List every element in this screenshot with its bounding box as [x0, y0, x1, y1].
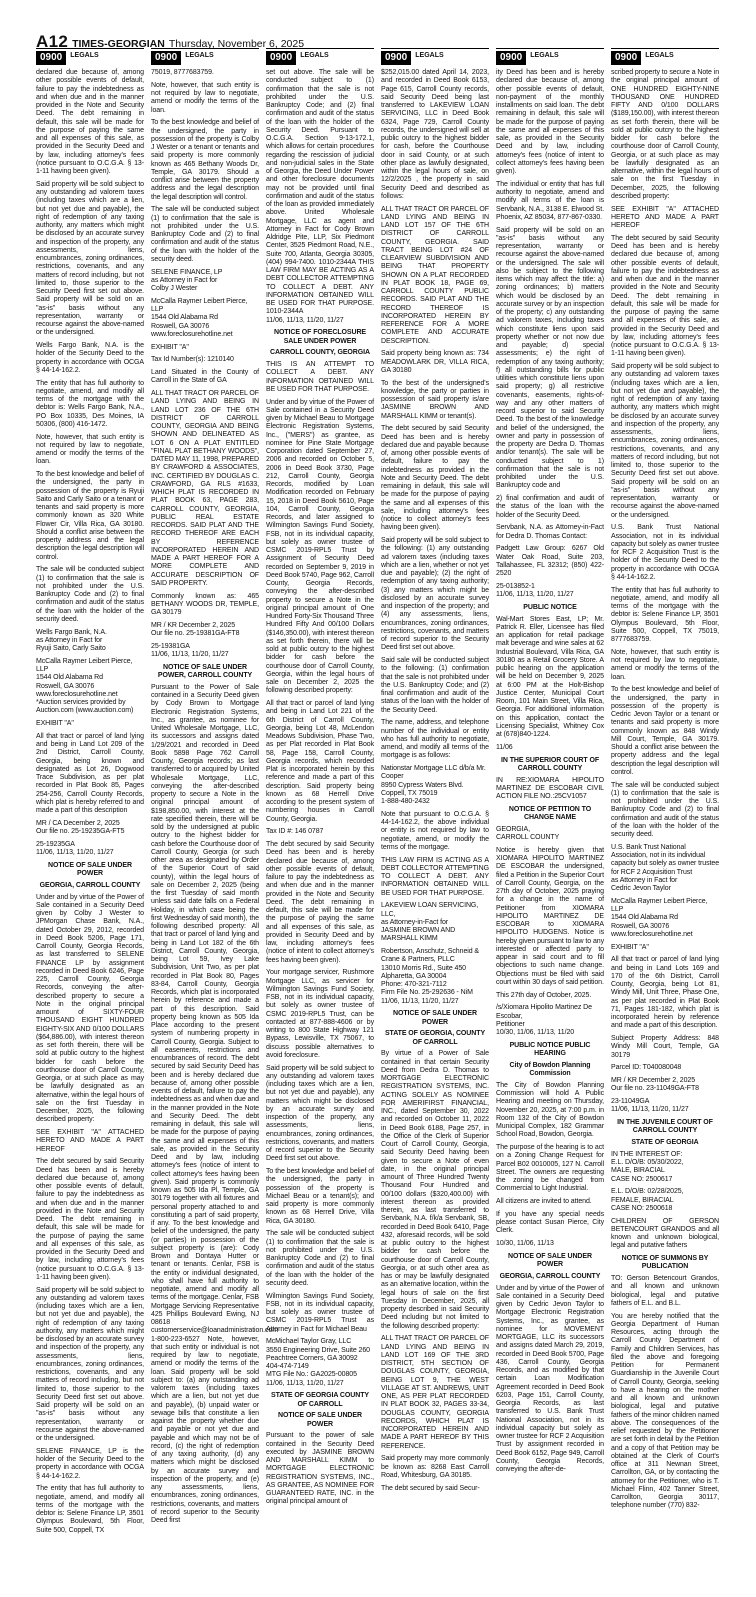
notice-paragraph: The purpose of the hearing is to act on a Zoning Change Request for Parcel B02 0010005, 127 N. Carroll Street. The owners are requesting the zoning be changed from Commercial to Light Industrial.: [496, 1144, 604, 1193]
notice-paragraph: You are hereby notified that the Georgia Department of Human Resources, acting through the Carroll County Department of Family and Children Services, has filed the above and foregoing Petition for Permanent Guardianship in the Juvenile Court of Carroll County, Georgia, seeking to have a hearing on the mother and all known and unknown biological, legal and putative fathers of the minor children named above. The consequences of the relief requested by the Petitioner are set forth in detail by the Petition and a copy of that Petition may be obtained at the Clerk of Court's office at 311 Newnan Street, Carrollton, GA, or by contacting the attorney for the Petitioner, who is T. Michael Flinn, 402 Tanner Street, Carrollton, Georgia 30117, telephone number (770) 832-: [611, 1312, 719, 1510]
notice-heading: NOTICE OF FORECLOSURE SALE UNDER POWER: [273, 329, 367, 345]
section-code: 0900: [151, 51, 181, 65]
notice-paragraph: Note, however, that such entity is not required by law to negotiate, amend or modify the terms of the loan.: [611, 648, 719, 681]
notice-paragraph: The sale will be conducted subject (1) to confirmation that the sale is not prohibited under the U.S. Bankruptcy Code and (2) to final confirmation and audit of the status of the loan with the holder of the security deed.: [151, 206, 259, 263]
notice-heading: NOTICE OF SALE UNDER POWER: [48, 861, 132, 877]
notice-paragraph: Servbank, N.A. as Attorney-in-Fact for Dedra D. Thomas Contact:: [496, 524, 604, 540]
notice-paragraph: Said property will be sold subject to the following: (1) any outstanding ad valorem taxes (including taxes which are a lien, whether or not yet due and payable); (2) the right of redemption of any taxing authority; (3) any matters which might be disclosed by an accurate survey and inspection of the property; and (4) any assessments, liens, encumbrances, zoning ordinances, restrictions, covenants, and matters of record superior to the Security Deed first set out above.: [381, 537, 489, 652]
notice-paragraph: Said property may more commonly be known as: 8268 East Carroll Road, Whitesburg, GA 30185.: [381, 1455, 489, 1479]
notice-paragraph: Tax ID #: 146 0787: [266, 828, 324, 836]
notice-paragraph: All that tract or parcel of land lying and being in Land Lots 169 and 170 of the 6th District, Carroll County, Georgia, being Lot 81, Windy Mill, Unit Three, Phase One, as per plat recorded in Plat Book 71, Pages 181-182, which plat is incorporated herein by reference and made a part of this description.: [611, 956, 719, 1030]
notice-paragraph: THIS LAW FIRM IS ACTING AS A DEBT COLLECTOR ATTEMPTING TO COLLECT A DEBT. ANY INFORMATION OBTAINED WILL BE USED FOR THAT PURPOSE.: [381, 856, 489, 897]
section-header: [151, 48, 259, 65]
notice-heading: STATE OF GEORGIA: [631, 1139, 699, 1146]
notice-paragraph: Land Situated in the County of Carroll in the State of GA: [151, 369, 259, 385]
notice-signature: McMichael Taylor Gray, LLC 3550 Engineering Drive, Suite 260 Peachtree Corners, GA 30092 404-474-7149 MTG File No.: GA2025-00805 11/06, 11/13, 11/20, 11/27: [266, 1338, 370, 1387]
notice-paragraph: The entity that has full authority to negotiate, amend, and modify all terms of the mortgage with the debtor is: Selene Finance LP, 3501 Olympus Boulevard, 5th Floor, Suite 500, Coppell, TX: [36, 1485, 144, 1534]
notice-paragraph: The debt secured by said Secur-: [381, 1484, 480, 1492]
notice-signature: IN THE INTEREST OF: E.L. D/O/B: 05/30/2022, MALE, BIRACIAL CASE NO: 2500617: [611, 1150, 684, 1183]
notice-paragraph: Under and by virtue of the Power of Sale contained in a Security Deed given by Michael Beau to Mortgage Electronic Registration Systems, Inc., ("MERS") as grantee, as nominee for Pine State Mortgage Corporation dated September 27, 2006 and recorded on October 5, 2006 in Deed Book 3730, Page 212, Carroll County, Georgia Records, modified by Loan Modification recorded on February 15, 2018 in Deed Book 5610, Page 104, Carroll County, Georgia Records, and later assigned to Wilmington Savings Fund Society, FSB, not in its individual capacity, but solely as owner trustee of CSMC 2019-RPL5 Trust by Assignment of Security Deed recorded on September 9, 2019 in Deed Book 5740, Page 962, Carroll County, Georgia Records, conveying the after-described property to secure a Note in the original principal amount of One Hundred Forty-Six Thousand Three Hundred Fifty And 00/100 Dollars ($146,350.00), with interest thereon as set forth therein, there will be sold at public outcry to the highest bidder for cash before the courthouse door of Carroll County, Georgia, within the legal hours of sale on December 2, 2025 the following described property:: [266, 398, 374, 695]
notice-signature: McCalla Raymer Leibert Pierce, LLP 1544 Old Alabama Rd Roswell, GA 30076 www.foreclosurehotline.net: [151, 297, 248, 338]
notice-signature: Nationstar Mortgage LLC d/b/a Mr. Cooper 8950 Cypress Waters Blvd. Coppell, TX 75019 1-888-480-2432: [381, 765, 486, 805]
notice-paragraph: Pursuant to the power of sale contained in the Security Deed executed by JASMINE BROWN AND MARSHALL KIMM to MORTGAGE ELECTRONIC REGISTRATION SYSTEMS, INC., AS GRANTEE, AS NOMINEE FOR GUARANTEED RATE, INC. in the original principal amount of: [266, 1432, 374, 1506]
notice-paragraph: The sale will be conducted subject (1) to confirmation that the sale is not prohibited under the U.S. Bankruptcy Code and (2) to final confirmation and audit of the status of the loan with the holder of the security deed.: [611, 781, 719, 838]
notice-heading: CARROLL COUNTY, GEORGIA: [270, 349, 370, 357]
notice-paragraph: 2) final confirmation and audit of the status of the loan with the holder of the Security Deed.: [496, 495, 604, 519]
notice-paragraph: The individual or entity that has full authority to negotiate, amend and modify all terms of the loan is Servbank, N.A., 3138 E. Elwood St. Phoenix, AZ 85034, 877-867-0330.: [496, 180, 604, 221]
notice-signature: 25-19381GA 11/06, 11/13, 11/20, 11/27: [151, 642, 229, 658]
notice-signature: U.S. Bank Trust National Association, not in its individual capacity but solely as owner trustee for RCF 2 Acquisition Trust as Attorney in Fact for Cedric Jevon Taylor: [611, 843, 720, 892]
notice-paragraph: Note, however, that such entity is not required by law to negotiate, amend or modify the terms of the loan.: [151, 81, 259, 114]
notice-paragraph: Note, however, that such entity is not required by law to negotiate, amend or modify the terms of the loan.: [36, 433, 144, 466]
notice-paragraph: Said property being known as: 734 MEADOWLARK DR, VILLA RICA, GA 30180: [381, 350, 489, 374]
notice-heading: NOTICE OF PETITION TO CHANGE NAME: [508, 805, 592, 821]
section-label: LEGALS: [415, 52, 444, 59]
notice-paragraph: SEE EXHIBIT "A" ATTACHED HERETO AND MADE A PART HEREOF: [611, 205, 719, 229]
notice-paragraph: Padgett Law Group: 6267 Old Water Oak Road, Suite 203, Tallahassee, FL 32312; (850) 422-2520: [496, 545, 604, 577]
section-label: LEGALS: [70, 52, 99, 59]
notice-paragraph: To the best knowledge and belief of the undersigned, the party in possession of the property is Cedric Jevon Taylor or a tenant or tenants and said property is more commonly known as 848 Windy Mill Court, Temple, GA 30179. Should a conflict arise between the property address and the legal description the legal description will control.: [611, 686, 719, 776]
notice-paragraph: Wal-Mart Stores East, LP; Mr. Patrick R. Eller, Licensee has filed an application for retail package malt beverage and wine sales at 62 Industrial Boulevard, Villa Rica, GA 30180 as a Retail Grocery Store. A public hearing on the application will be held on December 9, 2025 at 6:00 PM at the Holt-Bishop Justice Center, Municipal Court Room, 101 Main Street, Villa Rica, Georgia. For additional information on this application, contact the Licensing Specialist, Whitney Cox at (678)840-1224.: [496, 615, 604, 738]
notice-paragraph: Commonly known as: 465 BETHANY WOODS DR, TEMPLE, GA 30179: [151, 592, 259, 616]
notice-signature: 10/30, 11/06, 11/13: [496, 1240, 554, 1247]
section-header: [381, 48, 489, 65]
notice-heading: STATE OF GEORGIA, COUNTY OF CARROLL: [384, 1030, 486, 1046]
notice-paragraph: The City of Bowdon Planning Commission will hold A Public Hearing and meeting on Thursday, November 20, 2025, at 7:00 p.m. in Room 132 of the City of Bowdon Municipal Complex, 182 Grammar School Road, Bowdon, Georgia.: [496, 1081, 604, 1139]
notice-paragraph: To the best knowledge and belief of the undersigned, the party in possession of the property is Colby J Wester or a tenant or tenants and said property is more commonly known as 465 Bethany Woods Dr, Temple, GA 30179. Should a conflict arise between the property address and the legal description the legal description will control.: [151, 119, 259, 201]
notice-paragraph: The debt secured by said Security Deed has been and is hereby declared due and payable because of, among other possible events of default, failure to pay the indebtedness as provided in the Note and Security Deed. The debt remaining in default, this sale will be made for the purpose of paying the same and all expenses of this sale, including attorney's fees (notice to collect attorney's fees having been given).: [381, 425, 489, 532]
notice-paragraph: THIS IS AN ATTEMPT TO COLLECT A DEBT. ANY INFORMATION OBTAINED WILL BE USED FOR THAT PURPOSE.: [266, 361, 374, 393]
notice-paragraph: The name, address, and telephone number of the individual or entity who has full authority to negotiate, amend, and modify all terms of the mortgage is as follows:: [381, 719, 489, 760]
legal-column: [611, 48, 719, 1515]
notice-signature: E.L. D/O/B: 02/28/2025, FEMALE, BIRACIAL CASE NO: 2500618: [611, 1188, 684, 1212]
section-code: 0900: [496, 51, 526, 65]
notice-signature: EXHIBIT "A": [611, 943, 649, 951]
notice-paragraph: The sale will be conducted subject (1) to confirmation that the sale is not prohibited under the U.S. Bankruptcy Code and (2) to final confirmation and audit of the status of the loan with the holder of the security deed.: [266, 1230, 374, 1287]
section-header: [266, 48, 374, 65]
notice-paragraph: ity Deed has been and is hereby declared due because of, among other possible events of default, non-payment of the monthly installments on said loan. The debt remaining in default, this sale will be made for the purpose of paying the same and all expenses of this sale, as provided in the Security Deed and by law, including attorney's fees (notice of intent to collect attorney's fees having been given).: [496, 69, 604, 175]
notice-paragraph: scribed property to secure a Note in the original principal amount of ONE HUNDRED EIGHTY-NINE THOUSAND ONE HUNDRED FIFTY AND 0/100 DOLLARS ($189,150.00), with interest thereon as set forth therein, there will be sold at public outcry to the highest bidder for cash before the courthouse door of Carroll County, Georgia, or at such place as may be lawfully designated as an alternative, within the legal hours of sale on the first Tuesday in December, 2025, the following described property:: [611, 69, 720, 200]
notice-heading: PUBLIC NOTICE: [523, 603, 577, 611]
legal-column: [151, 48, 279, 1530]
notice-paragraph: Said property will be sold subject to any outstanding ad valorem taxes (including taxes which are a lien, but not yet due and payable), the right of redemption of any taxing authority, any matters which might be disclosed by an accurate survey and inspection of the property, any assessments, liens, encumbrances, zoning ordinances, restrictions, covenants, and any matters of record including, but not limited to, those superior to the Security Deed first set out above. Said property will be sold on an "as-is" basis without any representation, warranty or recourse against the above-named or the undersigned.: [36, 180, 144, 337]
notice-paragraph: This 27th day of October, 2025.: [496, 991, 592, 999]
notice-paragraph: The debt secured by said Security Deed has been and is hereby declared due because of, among other possible events of default, failure to pay the indebtedness as and when due and in the manner provided in the Note and Security Deed. The debt remaining in default, this sale will be made for the purpose of paying the same and all expenses of this sale, as provided in the Security Deed and by law, including attorney's fees (notice pursuant to O.C.G.A. § 13-1-11 having been given).: [611, 234, 719, 358]
notice-signature: McCalla Raymer Leibert Pierce, LLP 1544 Old Alabama Rd Roswell, GA 30076 www.foreclosurehotline.net *Auction services provided by Auction.com (www.auction.com): [36, 657, 134, 715]
legal-column: [496, 48, 604, 1479]
notice-paragraph: ALL THAT TRACT OR PARCEL OF LAND LYING AND BEING IN LAND LOT 169 OF THE 3RD DISTRICT, 5TH SECTION OF DOUGLAS COUNTY, GEORGIA, BEING LOT 9, THE WEST VILLAGE AT ST. ANDREWS, UNIT ONE, AS PER PLAT RECORDED IN PLAT BOOK 32, PAGES 33-34, DOUGLAS COUNTY, GEORGIA RECORDS, WHICH PLAT IS INCORPORATED HEREIN AND MADE A PART HEREOF BY THIS REFERENCE.: [381, 1335, 489, 1450]
notice-signature: LAKEVIEW LOAN SERVICING, LLC, as Attorney-in-Fact for JASMINE BROWN AND MARSHALL KIMM: [381, 902, 479, 943]
notice-paragraph: The entity that has full authority to negotiate, amend, and modify all terms of the mortgage with the debtor is: Selene Finance LP, 3501 Olympus Boulevard, 5th Floor, Suite 500, Coppell, TX 75019, 8777683759.: [611, 586, 719, 643]
notice-paragraph: Wells Fargo Bank, N.A. is the holder of the Security Deed to the property in accordance with OCGA § 44-14-162.2.: [36, 342, 144, 374]
notice-signature: EXHIBIT "A": [36, 720, 74, 727]
notice-paragraph: To the best knowledge and belief of the undersigned, the party in possession of the property is Michael Beau or a tenant(s); and said property is more commonly known as 68 Herrell Drive, Villa Rica, GA 30180.: [266, 1168, 374, 1225]
notice-paragraph: To the best of the undersigned's knowledge, the party or parties in possession of said property is/are JASMINE BROWN AND MARSHALL KIMM or tenant(s).: [381, 379, 489, 420]
notice-paragraph: Your mortgage servicer, Rushmore Mortgage LLC, as servicer for Wilmington Savings Fund Society, FSB, not in its individual capacity, but solely as owner trustee of CSMC 2019-RPL5 Trust, can be contacted at 877-888-4606 or by writing to 800 State Highway 121 Bypass, Lewisville, TX 75067, to discuss possible alternatives to avoid foreclosure.: [266, 969, 374, 1059]
section-label: LEGALS: [185, 52, 214, 59]
legal-column: [381, 48, 489, 1497]
notice-signature: 23-11049GA 11/06, 11/13, 11/20, 11/27: [611, 1098, 689, 1114]
notice-signature: Robertson, Anschutz, Schneid & Crane & Partners, PLLC 13010 Morris Rd., Suite 450 Alpharetta, GA 30004 Phone: 470-321-7112 Firm File No. 25-292636 - NiM 11/06, 11/13, 11/20, 11/27: [381, 948, 479, 1005]
notice-heading: NOTICE OF SALE UNDER POWER: [278, 1412, 362, 1428]
notice-heading: City of Bowdon Planning Commission: [509, 1061, 591, 1077]
notice-paragraph: All that tract or parcel of land lying and being in Land Lot 209 of the 2nd District, Carroll County, Georgia, being known and designated as Lot 26, Dogwood Trace Subdivision, as per plat recorded in Plat Book 85, Pages 254-256, Carroll County Records, which plat is hereby referred to and made a part of this description: [36, 732, 144, 814]
masthead: [36, 32, 305, 51]
notice-paragraph: U.S. Bank Trust National Association, not in its individual capacity but solely as owner trustee for RCF 2 Acquisition Trust is the holder of the Security Deed to the property in accordance with OCGA § 44-14-162.2.: [611, 524, 720, 581]
notice-heading: IN THE SUPERIOR COURT OF CARROLL COUNTY: [500, 756, 600, 772]
notice-paragraph: ALL THAT TRACT OR PARCEL OF LAND LYING AND BEING IN LAND LOT 236 OF THE 6TH DISTRICT OF CARROLL COUNTY, GEORGIA AND BEING SHOWN AND DELINEATED AS LOT 6 ON A PLAT ENTITLED "FINAL PLAT BETHANY WOODS", DATED MAY 11, 1998, PREPARED BY CRAWFORD & ASSOCIATES, INC. CERTIFIED BY DOUGLAS C. CRAWFORD, GA RLS #1633, WHICH PLAT IS RECORDED IN PLAT BOOK 63, PAGE 283, CARROLL COUNTY, GEORGIA, PUBLIC REAL ESTATE RECORDS. SAID PLAT AND THE RECORD THEREOF ARE EACH BY REFERENCE INCORPORATED HEREIN AND MADE A PART HEREOF FOR A MORE COMPLETE AND ACCURATE DESCRIPTION OF SAID PROPERTY.: [151, 390, 259, 587]
notice-signature: 11/06: [496, 743, 513, 751]
notice-paragraph: Said sale will be conducted subject to the following: (1) confirmation that the sale is not prohibited under the U.S. Bankruptcy Code; and (2) final confirmation and audit of the status of the loan with the holder of the Security Deed.: [381, 657, 489, 714]
notice-paragraph: IN RE:XIOMARA HIPOLITO MARTINEZ DE ESCOBAR CIVIL ACTION FILE NO.:25CV1057: [496, 776, 604, 800]
issue-date: Thursday, November 6, 2025: [168, 38, 305, 50]
notice-paragraph: Wilmington Savings Fund Society, FSB, not in its individual capacity, but solely as owner trustee of CSMC 2019-RPL5 Trust as Attorney in Fact for Michael Beau: [266, 1292, 374, 1333]
notice-paragraph: The debt secured by said Security Deed has been and is hereby declared due because of, among other possible events of default, failure to pay the indebtedness as and when due and in the manner provided in the Note and Security Deed. The debt remaining in default, this sale will be made for the purpose of paying the same and all expenses of this sale, as provided in the Security Deed and by law, including attorney's fees (notice pursuant to O.C.G.A. § 13-1-11 having been given).: [36, 1158, 144, 1281]
notice-heading: GEORGIA, CARROLL COUNTY: [499, 1272, 601, 1280]
notice-heading: NOTICE OF SALE UNDER POWER: [393, 1010, 477, 1026]
notice-paragraph: Said property will be sold subject to any outstanding ad valorem taxes (including taxes which are a lien, but not yet due and payable), the right of redemption of any taxing authority, any matters which might be disclosed by an accurate survey and inspection of the property, any assessments, liens, encumbrances, zoning ordinances, restrictions, covenants, and any matters of record including, but not limited to, those superior to the Security Deed first set out above. Said property will be sold on an "as-is" basis without any representation, warranty or recourse against the above-named or the undersigned.: [611, 363, 719, 519]
notice-heading: NOTICE OF SUMMONS BY PUBLICATION: [621, 1255, 709, 1271]
notice-paragraph: Said property will be sold subject to any outstanding ad valorem taxes (including taxes which are a lien, but not yet due and payable), any matters which might be disclosed by an accurate survey and inspection of the property, any assessments, liens, encumbrances, zoning ordinances, restrictions, covenants, and matters of record superior to the Security Deed first set out above.: [266, 1064, 374, 1163]
notice-paragraph: All citizens are invited to attend.: [496, 1198, 592, 1205]
notice-paragraph: ALL THAT TRACT OR PARCEL OF LAND LYING AND BEING IN LAND LOT 157 OF THE 6TH DISTRICT OF CARROLL COUNTY, GEORGIA. SAID TRACT BEING LOT #24 OF CLEARVIEW SUBDIVISION AND BEING THAT PROPERTY SHOWN ON A PLAT RECORDED IN PLAT BOOK 18, PAGE 69, CARROLL COUNTY PUBLIC RECORDS. SAID PLAT AND THE RECORD THEREOF IS INCORPORATED HEREIN BY REFERENCE FOR A MORE COMPLETE AND ACCURATE DESCRIPTION.: [381, 205, 489, 345]
section-label: LEGALS: [645, 52, 674, 59]
section-header: [611, 48, 719, 65]
section-header: [36, 48, 144, 65]
legal-column: [266, 48, 374, 1511]
notice-signature: 25-013852-1 11/06, 11/13, 11/20, 11/27: [496, 582, 574, 598]
newspaper-name: TIMES-GEORGIAN: [72, 38, 165, 50]
section-label: LEGALS: [530, 52, 559, 59]
notice-signature: GEORGIA, CARROLL COUNTY: [496, 825, 560, 841]
notice-paragraph: SEE EXHIBIT "A" ATTACHED HERETO AND MADE A PART HEREOF: [36, 1129, 144, 1153]
notice-paragraph: declared due because of, among other possible events of default, failure to pay the indebtedness as and when due and in the manner provided in the Note and Security Deed. The debt remaining in default, this sale will be made for the purpose of paying the same and all expenses of this sale, as provided in the Security Deed and by law, including attorney's fees (notice pursuant to O.C.G.A. § 13-1-11 having been given).: [36, 69, 144, 175]
notice-paragraph: Notice is hereby given that XIOMARA HIPOLITO MARTINEZ DE ESCOBAR the undersigned, filed a Petition in the Superior Court of Carroll County, Georgia, on the 27th day of October, 2025 praying for a change in the name of Petitioner from XIOMARA HIPOLITO MARTINEZ DE ESCOBAR to XIOMARA HIPOLITO HUDGENS. Notice is hereby given pursuant to law to any interested or affected party to appear in said court and to fill objections to such name change. Objections must be filed with said court within 30 days of said petition.: [496, 846, 604, 986]
notice-signature: SELENE FINANCE, LP as Attorney in Fact for Colby J Wester: [151, 268, 223, 292]
notice-signature: MR / KR December 2, 2025 Our file no. 23-11049GA-FT8: [611, 1077, 699, 1093]
section-code: 0900: [611, 51, 641, 65]
legal-notices-columns: [36, 48, 722, 1539]
legal-column: [36, 48, 144, 1539]
notice-signature: Wells Fargo Bank, N.A. as Attorney in Fact for Ryuji Saito, Carly Saito: [36, 628, 107, 652]
notice-signature: MR / KR December 2, 2025 Our file no. 25-19381GA-FT8: [151, 621, 240, 637]
notice-paragraph: CHILDREN OF GERSON BETENCOURT GRANDOS and all known and unknown biological, legal and putative fathers: [611, 1217, 719, 1250]
notice-paragraph: To the best knowledge and belief of the undersigned, the party in possession of the property is Ryuji Saito and Carly Saito or a tenant or tenants and said property is more commonly known as 320 White Flower Cir, Villa Rica, GA 30180. Should a conflict arise between the property address and the legal description the legal description will control.: [36, 471, 144, 561]
notice-signature: Tax Id Number(s): 1210140: [151, 356, 234, 364]
notice-heading: PUBLIC NOTICE PUBLIC HEARING: [509, 1041, 591, 1057]
notice-paragraph: If you have any special needs please contact Susan Pierce, City Clerk.: [496, 1210, 604, 1235]
notice-signature: 25-19235GA 11/06, 11/13, 11/20, 11/27: [36, 840, 114, 856]
notice-paragraph: Note that pursuant to O.C.G.A. § 44-14-162.2, the above individual or entity is not required by law to negotiate, amend, or modify the terms of the mortgage.: [381, 810, 489, 851]
notice-paragraph: TO: Gerson Betencourt Grandos, and all known and unknown biological, legal and putative fathers of E.L. and B.L.: [611, 1275, 719, 1307]
notice-paragraph: By virtue of a Power of Sale contained in that certain Security Deed from Dedra D. Thomas to MORTGAGE ELECTRONIC REGISTRATION SYSTEMS, INC. ACTING SOLELY AS NOMINEE FOR AMERIFIRST FINANCIAL, INC., dated September 30, 2022 and recorded on October 11, 2022 in Deed Book 6188, Page 257, in the Office of the Clerk of Superior Court of Carroll County, Georgia, said Security Deed having been given to secure a Note of even date, in the original principal amount of Three Hundred Twenty Thousand Four Hundred and 00/100 dollars ($320,400.00) with interest thereon as provided therein, as last transferred to Servbank, N.A. f/k/a Servbank, SB, recorded in Deed Book 6410, Page 432, aforesaid records, will be sold at public outcry to the highest bidder for cash before the courthouse door of Carroll County, Georgia, or at such other area as has or may be lawfully designated as an alternative location, within the legal hours of sale on the first Tuesday in December, 2025, all property described in said Security Deed including but not limited to the following described property:: [381, 1050, 489, 1330]
notice-paragraph: 75019, 8777683759.: [151, 69, 214, 76]
notice-signature: McCalla Raymer Leibert Pierce, LLP 1544 Old Alabama Rd Roswell, GA 30076 www.foreclosurehotline.net: [611, 897, 708, 938]
section-code: 0900: [36, 51, 66, 65]
notice-paragraph: The debt secured by said Security Deed has been and is hereby declared due because of, among other possible events of default, failure to pay the indebtedness as and when due and in the manner provided in the Note and Security Deed. The debt remaining in default, this sale will be made for the purpose of paying the same and all expenses of this sale, as provided in Security Deed and by law, including attorney's fees (notice of intent to collect attorney's fees having been given).: [266, 841, 374, 964]
notice-paragraph: $252,015.00 dated April 14, 2023, and recorded in Deed Book 6153, Page 615, Carroll County records, said Security Deed being last transferred to LAKEVIEW LOAN SERVICING, LLC in Deed Book 6324, Page 729, Carroll County records, the undersigned will sell at public outcry to the highest bidder for cash, before the Courthouse door in said County, or at such other place as lawfully designated, within the legal hours of sale, on 12/2/2025 , the property in said Security Deed and described as follows:: [381, 69, 489, 200]
section-code: 0900: [266, 51, 296, 65]
section-header: [496, 48, 604, 65]
notice-paragraph: The entity that has full authority to negotiate, amend, and modify all terms of the mortgage with the debtor is: Wells Fargo Bank, N.A., PO Box 10335, Des Moines, IA 50306, (800) 416-1472.: [36, 379, 144, 428]
notice-heading: STATE OF GEORGIA COUNTY OF CARROLL: [271, 1392, 369, 1408]
notice-paragraph: Parcel ID: T040080048: [611, 1064, 682, 1072]
notice-paragraph: All that tract or parcel of land lying and being in Land Lot 221 of the 6th District of Carroll County, Georgia, being Lot 48, McLendon Meadows Subdivision, Phase Two, as per Plat recorded in Plat Book 58, Page 158, Carroll County, Georgia records, which recorded Plat is incorporated herein by this reference and made a part of this description. Said property being known as 68 Herrell Drive according to the present system of numbering houses in Carroll County, Georgia.: [266, 700, 374, 823]
notice-paragraph: Subject Property Address: 848 Windy Mill Court, Temple, GA 30179: [611, 1035, 719, 1059]
notice-signature: MR / CA December 2, 2025 Our file no. 25-19235GA-FT5: [36, 819, 125, 835]
notice-paragraph: Pursuant to the Power of Sale contained in a Security Deed given by Cody Brown to Mortgage Electronic Registration Systems, Inc., as grantee, as nominee for United Wholesale Mortgage, LLC, its successors and assigns dated 1/29/2021 and recorded in Deed Book 5898 Page 762 Carroll County, Georgia records; as last transferred to or acquired by United Wholesale Mortgage, LLC, conveying the after-described property to secure a Note in the original principal amount of $198,850.00, with interest at the rate specified therein, there will be sold by the undersigned at public outcry to the highest bidder for cash before the Courthouse door of Carroll County, Georgia (or such other area as designated by Order of the Superior Court of said county), within the legal hours of sale on December 2, 2025 (being the first Tuesday of said month unless said date falls on a Federal Holiday, in which case being the first Wednesday of said month), the following described property: All that tract or parcel of land lying and being in Land Lot 182 of the 6th District, Carroll County, Georgia, being Lot 59, Ivey Lake Subdivision, Unit Two, as per plat recorded in Plat Book 80, Pages 83-84, Carroll County, Georgia Records, which plat is incorporated herein by reference and made a part of this description. Said property being known as 505 Ida Place according to the present system of numbering property in Carroll County, Georgia. Subject to all easements, restrictions and encumbrances of record. The debt secured by said Security Deed has been and is hereby declared due because of, among other possible events of default, failure to pay the indebtedness as and when due and in the manner provided in the Note and Security Deed. The debt remaining in default, this sale will be made for the purpose of paying the same and all expenses of this sale, as provided in the Security Deed and by law, including attorney's fees (notice of intent to collect attorney's fees having been given). Said property is commonly known as 505 Ida Pl, Temple, GA 30179 together with all fixtures and personal property attached to and constituting a part of said property, if any. To the best knowledge and belief of the undersigned, the party (or parties) in possession of the subject property is (are): Cody Brown and Dontaya Hutter or tenant or tenants. Cenlar, FSB is the entity or individual designated, who shall have full authority to negotiate, amend and modify all terms of the mortgage. Cenlar, FSB Mortgage Servicing Representative 425 Phillips Boulevard Ewing, NJ 08618 customerservice@loanadministration.com 1-800-223-6527 Note, however, that such entity or individual is not required by law to negotiate, amend or modify the terms of the loan. Said property will be sold subject to: (a) any outstanding ad valorem taxes (including taxes which are a lien, but not yet due and payable), (b) unpaid water or sewage bills that constitute a lien against the property whether due and payable or not yet due and payable and which may not be of record, (c) the right of redemption of any taxing authority, (d) any matters which might be disclosed by an accurate survey and inspection of the property, and (e) any assessments, liens, encumbrances, zoning ordinances, restrictions, covenants, and matters of record superior to the Security Deed first: [151, 683, 279, 1524]
notice-heading: NOTICE OF SALE UNDER POWER: [508, 1252, 592, 1268]
notice-heading: NOTICE OF SALE UNDER POWER, CARROLL COUNTY: [157, 663, 253, 679]
notice-heading: IN THE JUVENILE COURT OF CARROLL COUNTY: [617, 1119, 713, 1135]
notice-signature: /s/Xiomara Hipolito Martinez De Escobar, Petitioner 10/30, 11/06, 11/13, 11/20: [496, 1004, 592, 1036]
notice-signature: EXHIBIT "A": [151, 343, 189, 351]
notice-paragraph: set out above. The sale will be conducted subject to (1) confirmation that the sale is not prohibited under the U.S. Bankruptcy Code; and (2) final confirmation and audit of the status of the loan with the holder of the Security Deed. Pursuant to O.C.G.A. Section 9-13-172.1, which allows for certain procedures regarding the rescission of judicial and non-judicial sales in the State of Georgia, the Deed Under Power and other foreclosure documents may not be provided until final confirmation and audit of the status of the loan as provided immediately above. United Wholesale Mortgage, LLC as agent and Attorney in Fact for Cody Brown Aldridge Pite, LLP, Six Piedmont Center, 3525 Piedmont Road, N.E., Suite 700, Atlanta, Georgia 30305, (404) 994-7400. 1010-2344A THIS LAW FIRM MAY BE ACTING AS A DEBT COLLECTOR ATTEMPTING TO COLLECT A DEBT. ANY INFORMATION OBTAINED WILL BE USED FOR THAT PURPOSE. 1010-2344A 11/06, 11/13, 11/20, 11/27: [266, 69, 374, 324]
notice-paragraph: Said property will be sold subject to any outstanding ad valorem taxes (including taxes which are a lien, but not yet due and payable), the right of redemption of any taxing authority, any matters which might be disclosed by an accurate survey and inspection of the property, any assessments, liens, encumbrances, zoning ordinances, restrictions, covenants, and any matters of record including, but not limited to, those superior to the Security Deed first set out above. Said property will be sold on an "as-is" basis without any representation, warranty or recourse against the above-named or the undersigned.: [36, 1286, 144, 1442]
notice-paragraph: The sale will be conducted subject (1) to confirmation that the sale is not prohibited under the U.S. Bankruptcy Code and (2) to final confirmation and audit of the status of the loan with the holder of the security deed.: [36, 566, 144, 623]
section-label: LEGALS: [300, 52, 329, 59]
section-code: 0900: [381, 51, 411, 65]
notice-paragraph: Under and by virtue of the Power of Sale contained in a Security Deed given by Cedric Jevon Taylor to Mortgage Electronic Registration Systems, Inc., as grantee, as nominee for MOVEMENT MORTGAGE, LLC its successors and assigns dated March 29, 2019, recorded in Deed Book 5700, Page 436, Carroll County, Georgia Records, and as modified by that certain Loan Modification Agreement recorded in Deed Book 6203, Page 151, Carroll County, Georgia Records, as last transferred to U.S. Bank Trust National Association, not in its individual capacity but solely as owner trustee for RCF 2 Acquisition Trust by assignment recorded in Deed Book 6152, Page 949, Carroll County, Georgia Records, conveying the after-de-: [496, 1284, 604, 1473]
notice-paragraph: Said property will be sold on an "as-is" basis without any representation, warranty or recourse against the above-named or the undersigned. The sale will also be subject to the following items which may affect the title: a) zoning ordinances; b) matters which would be disclosed by an accurate survey or by an inspection of the property; c) any outstanding ad valorem taxes, including taxes which constitute liens upon said property whether or not now due and payable; d) special assessments; e) the right of redemption of any taxing authority; f) all outstanding bills for public utilities which constitute liens upon said property; g) all restrictive covenants, easements, rights-of-way and any other matters of record superior to said Security Deed. To the best of the knowledge and belief of the undersigned, the owner and party in possession of the property are Dedra D. Thomas and/or tenant(s). The sale will be conducted subject to 1) confirmation that the sale is not prohibited under the U.S. Bankruptcy code and: [496, 226, 604, 490]
notice-paragraph: Under and by virtue of the Power of Sale contained in a Security Deed given by Colby J Wester to JPMorgan Chase Bank, N.A., dated October 29, 2012, recorded in Deed Book 5206, Page 171, Carroll County, Georgia Records, as last transferred to SELENE FINANCE LP by assignment recorded in Deed Book 6246, Page 225, Carroll County, Georgia Records, conveying the after-described property to secure a Note in the original principal amount of SIXTY-FOUR THOUSAND EIGHT HUNDRED EIGHTY-SIX AND 0/100 DOLLARS ($64,886.00), with interest thereon as set forth therein, there will be sold at public outcry to the highest bidder for cash before the courthouse door of Carroll County, Georgia, or at such place as may be lawfully designated as an alternative, within the legal hours of sale on the first Tuesday in December, 2025, the following described property:: [36, 893, 144, 1124]
page-number: A12: [36, 32, 69, 51]
notice-paragraph: SELENE FINANCE, LP is the holder of the Security Deed to the property in accordance with OCGA § 44-14-162.2.: [36, 1447, 144, 1480]
notice-heading: GEORGIA, CARROLL COUNTY: [39, 881, 141, 889]
